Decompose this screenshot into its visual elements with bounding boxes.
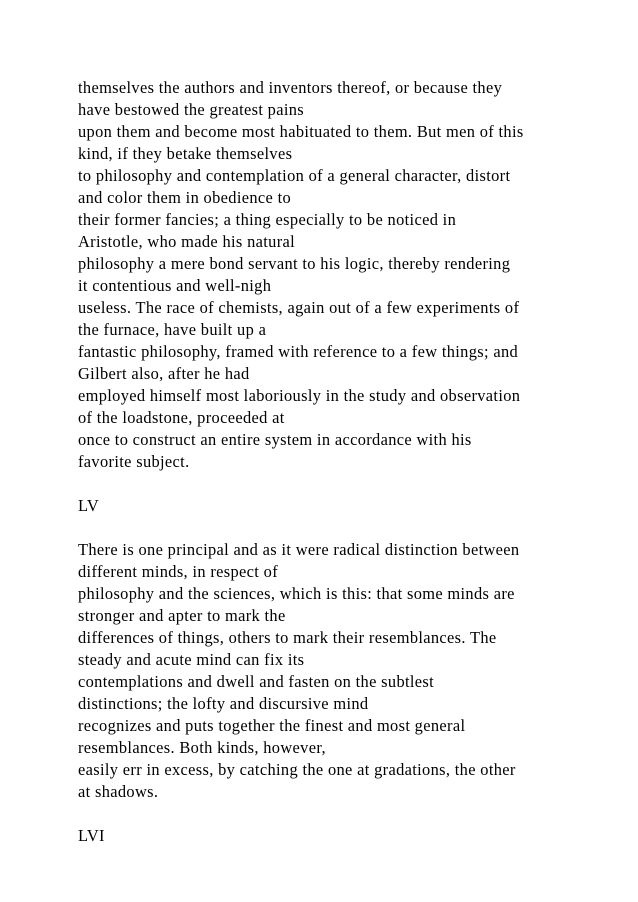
text-line: stronger and apter to mark the xyxy=(78,606,286,625)
paragraph-spacer xyxy=(78,803,618,825)
text-line: Gilbert also, after he had xyxy=(78,364,250,383)
text-line: employed himself most laboriously in the study and observation xyxy=(78,386,521,405)
paragraph-spacer xyxy=(78,517,618,539)
section-heading-lvi: LVI xyxy=(78,826,105,845)
text-line: contemplations and dwell and fasten on the subtlest xyxy=(78,672,435,691)
text-line: themselves the authors and inventors thereof, or because they xyxy=(78,78,503,97)
text-line: have bestowed the greatest pains xyxy=(78,100,305,119)
paragraph-spacer xyxy=(78,473,618,495)
text-line: kind, if they betake themselves xyxy=(78,144,293,163)
text-line: favorite subject. xyxy=(78,452,190,471)
paragraph-lv xyxy=(78,539,618,803)
text-line: useless. The race of chemists, again out of a few experiments of xyxy=(78,298,520,317)
text-line: differences of things, others to mark their resemblances. The xyxy=(78,628,497,647)
text-line: Aristotle, who made his natural xyxy=(78,232,296,251)
paragraph-continued xyxy=(78,77,618,473)
text-line: recognizes and puts together the finest and most general xyxy=(78,716,466,735)
text-line: it contentious and well-nigh xyxy=(78,276,272,295)
text-line: philosophy a mere bond servant to his logic, thereby rendering xyxy=(78,254,511,273)
document-text xyxy=(78,77,618,847)
text-line: of the loadstone, proceeded at xyxy=(78,408,285,427)
text-line: resemblances. Both kinds, however, xyxy=(78,738,326,757)
text-line: their former fancies; a thing especially to be noticed in xyxy=(78,210,457,229)
text-line: There is one principal and as it were radical distinction between xyxy=(78,540,520,559)
text-line: distinctions; the lofty and discursive mind xyxy=(78,694,369,713)
text-line: different minds, in respect of xyxy=(78,562,279,581)
text-line: to philosophy and contemplation of a general character, distort xyxy=(78,166,511,185)
text-line: at shadows. xyxy=(78,782,159,801)
text-line: once to construct an entire system in accordance with his xyxy=(78,430,472,449)
text-line: philosophy and the sciences, which is this: that some minds are xyxy=(78,584,515,603)
text-line: fantastic philosophy, framed with reference to a few things; and xyxy=(78,342,519,361)
text-line: steady and acute mind can fix its xyxy=(78,650,305,669)
text-line: easily err in excess, by catching the one at gradations, the other xyxy=(78,760,516,779)
text-line: and color them in obedience to xyxy=(78,188,292,207)
text-line: the furnace, have built up a xyxy=(78,320,267,339)
text-line: upon them and become most habituated to them. But men of this xyxy=(78,122,524,141)
section-heading-lv: LV xyxy=(78,496,100,515)
